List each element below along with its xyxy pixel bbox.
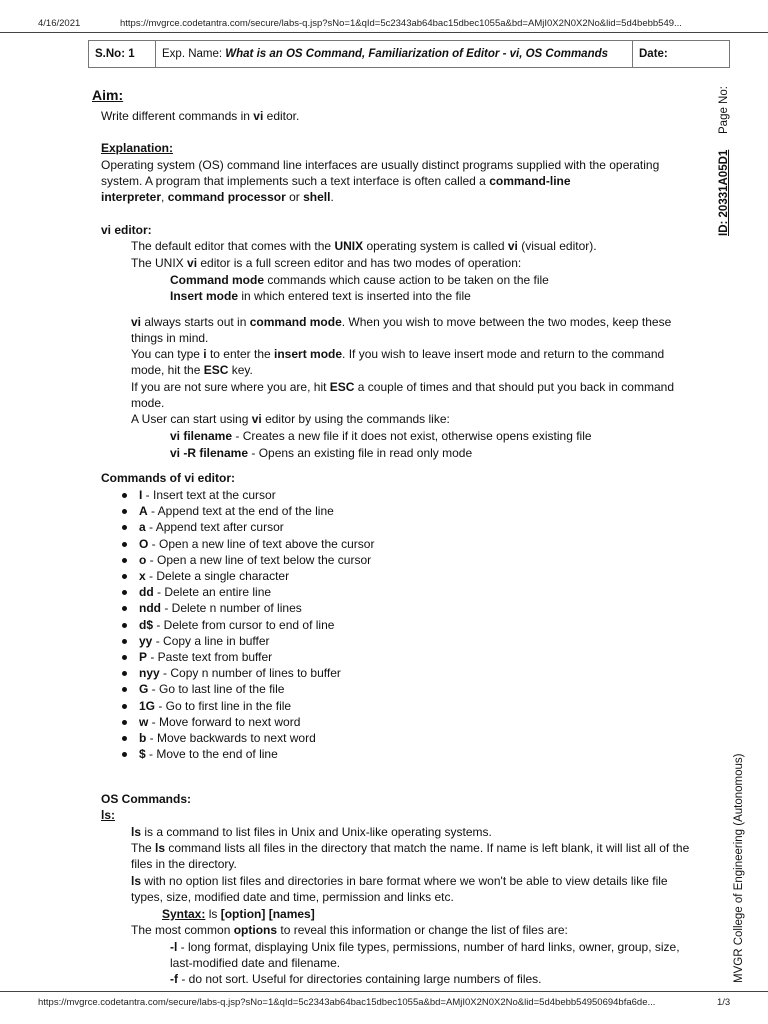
vi-para-3: vi always starts out in command mode. When you wish to move between the two modes, keep these <box>131 315 672 329</box>
aim-heading: Aim: <box>92 87 124 103</box>
command-item: $ - Move to the end of line <box>139 747 278 761</box>
commands-heading: Commands of vi editor: <box>101 471 236 485</box>
bullet-icon <box>122 687 127 692</box>
insert-mode-line: Insert mode in which entered text is inserted into the file <box>170 289 471 303</box>
bullet-icon <box>122 590 127 595</box>
command-item: 1G - Go to first line in the file <box>139 699 292 713</box>
top-rule <box>0 32 768 33</box>
bullet-icon <box>122 606 127 611</box>
date-label: Date: <box>633 41 730 68</box>
vi-para-4-cont: mode, hit the ESC key. <box>131 363 253 377</box>
command-item: ndd - Delete n number of lines <box>139 601 302 615</box>
command-item: I - Insert text at the cursor <box>139 488 276 502</box>
bullet-icon <box>122 623 127 628</box>
ls-syntax: Syntax: ls [option] [names] <box>162 907 315 921</box>
vi-para-5-cont: mode. <box>131 396 165 410</box>
ls-line-3-cont: types, size, modified date and time, permission and links etc. <box>131 890 454 904</box>
bullet-icon <box>122 736 127 741</box>
command-mode-line: Command mode commands which cause action to be taken on the file <box>170 273 549 287</box>
vi-readonly-line: vi -R filename - Opens an existing file in read only mode <box>170 446 473 460</box>
explanation-line-1: Operating system (OS) command line interfaces are usually distinct programs supplied with the operating <box>101 158 660 172</box>
print-date: 4/16/2021 <box>38 18 81 29</box>
serial-number: S.No: 1 <box>89 41 156 68</box>
bullet-icon <box>122 509 127 514</box>
ls-heading: ls: <box>101 808 116 822</box>
os-commands-heading: OS Commands: <box>101 792 192 806</box>
vi-para-1: The default editor that comes with the UNIX operating system is called vi (visual editor). <box>131 239 597 253</box>
page-no-label: Page No: <box>718 86 730 134</box>
vi-para-3-cont: things in mind. <box>131 331 209 345</box>
ls-option-l-cont: last-modified date and filename. <box>170 956 341 970</box>
command-item: G - Go to last line of the file <box>139 682 285 696</box>
ls-line-1: ls is a command to list files in Unix and Unix-like operating systems. <box>131 825 492 839</box>
bullet-icon <box>122 542 127 547</box>
vi-para-6: A User can start using vi editor by using the commands like: <box>131 412 450 426</box>
bullet-icon <box>122 574 127 579</box>
bullet-icon <box>122 493 127 498</box>
college-name: MVGR College of Engineering (Autonomous) <box>733 753 745 983</box>
command-item: a - Append text after cursor <box>139 520 284 534</box>
vi-para-5: If you are not sure where you are, hit ESC a couple of times and that should put you back in command <box>131 380 674 394</box>
command-item: b - Move backwards to next word <box>139 731 316 745</box>
command-item: x - Delete a single character <box>139 569 290 583</box>
bullet-icon <box>122 704 127 709</box>
experiment-name-cell <box>156 41 633 68</box>
bullet-icon <box>122 639 127 644</box>
bullet-icon <box>122 671 127 676</box>
command-item: nyy - Copy n number of lines to buffer <box>139 666 341 680</box>
bullet-icon <box>122 525 127 530</box>
ls-line-2: The ls command lists all files in the directory that match the name. If name is left blank, it will list all of the <box>131 841 690 855</box>
bottom-rule <box>0 991 768 992</box>
bullet-icon <box>122 752 127 757</box>
bullet-icon <box>122 558 127 563</box>
ls-option-l: -l - long format, displaying Unix file types, permissions, number of hard links, owner, group, size, <box>170 940 680 954</box>
command-item: yy - Copy a line in buffer <box>139 634 270 648</box>
ls-line-3: ls with no option list files and directories in bare format where we won't be able to view details like file <box>131 874 668 888</box>
command-item: d$ - Delete from cursor to end of line <box>139 618 335 632</box>
experiment-label: Exp. Name: <box>162 48 226 60</box>
command-item: A - Append text at the end of the line <box>139 504 334 518</box>
experiment-title: What is an OS Command, Familiarization of Editor - vi, OS Commands <box>225 48 609 60</box>
command-item: dd - Delete an entire line <box>139 585 272 599</box>
command-item: O - Open a new line of text above the cursor <box>139 537 375 551</box>
explanation-line-3: interpreter, command processor or shell. <box>101 190 334 204</box>
experiment-header-table <box>88 40 730 68</box>
command-item: o - Open a new line of text below the cursor <box>139 553 372 567</box>
vi-filename-line: vi filename - Creates a new file if it does not exist, otherwise opens existing file <box>170 429 592 443</box>
student-id: ID: 20331A05D1 <box>718 149 730 236</box>
print-page-count: 1/3 <box>717 997 731 1008</box>
explanation-line-2: system. A program that implements such a text interface is often called a command-line <box>101 174 571 188</box>
vi-editor-heading: vi editor: <box>101 223 152 237</box>
command-item: P - Paste text from buffer <box>139 650 273 664</box>
print-url-bottom: https://mvgrce.codetantra.com/secure/labs-q.jsp?sNo=1&qId=5c2343ab64bac15dbec1055a&bd=AMjI0X2N0X2No&lid=5d4bebb54950694bfa6de... <box>38 997 656 1008</box>
ls-option-f: -f - do not sort. Useful for directories containing large numbers of files. <box>170 972 542 986</box>
ls-line-2-cont: files in the directory. <box>131 857 237 871</box>
ls-options-intro: The most common options to reveal this information or change the list of files are: <box>131 923 568 937</box>
aim-text: Write different commands in vi editor. <box>101 109 300 123</box>
explanation-heading: Explanation: <box>101 141 174 155</box>
bullet-icon <box>122 720 127 725</box>
bullet-icon <box>122 655 127 660</box>
command-item: w - Move forward to next word <box>139 715 301 729</box>
print-url-top: https://mvgrce.codetantra.com/secure/labs-q.jsp?sNo=1&qId=5c2343ab64bac15dbec1055a&bd=AMjI0X2N0X2No&lid=5d4bebb549... <box>120 18 682 29</box>
vi-para-4: You can type i to enter the insert mode. If you wish to leave insert mode and return to the command <box>131 347 665 361</box>
vi-para-2: The UNIX vi editor is a full screen editor and has two modes of operation: <box>131 256 522 270</box>
